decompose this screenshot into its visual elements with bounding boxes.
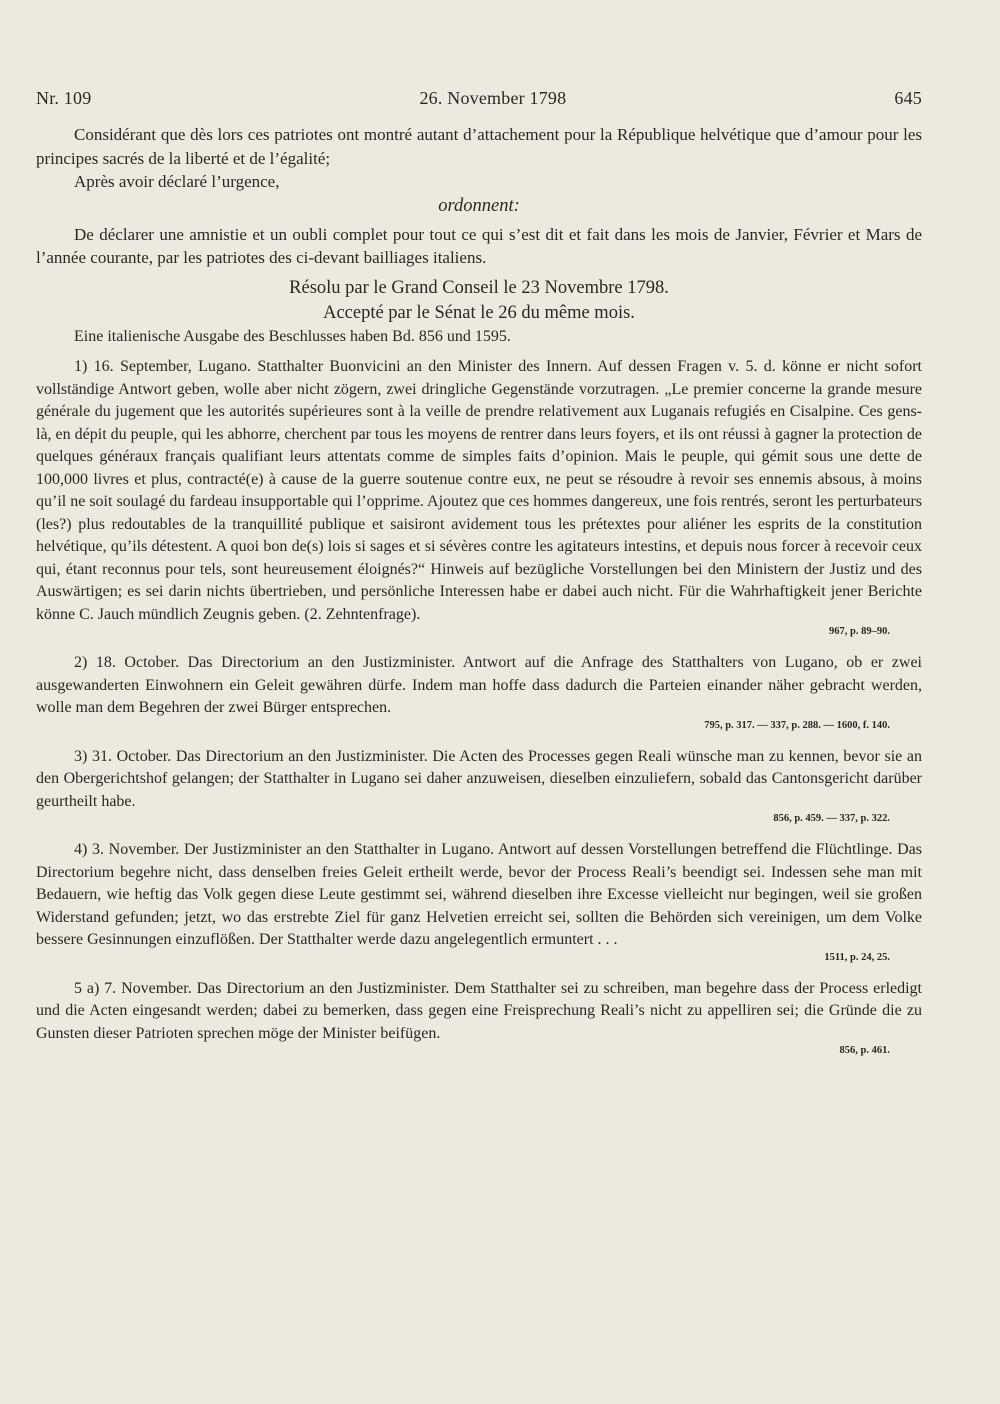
document-number: Nr. 109 — [36, 88, 92, 108]
footnote-5a — [36, 978, 922, 1060]
archive-reference: 795, p. 317. — 337, p. 288. — 1600, f. 140. — [704, 719, 890, 731]
page-header — [36, 88, 922, 109]
archive-reference: 856, p. 461. — [839, 1045, 890, 1056]
page-number: 645 — [894, 88, 922, 108]
footnote-4 — [36, 839, 922, 966]
resolution-line: Résolu par le Grand Conseil le 23 Novembre 1798. — [289, 277, 669, 298]
footnote-text: 4) 3. November. Der Justizminister an den Statthalter in Lugano. Antwort auf dessen Vorstellungen betreffend die Flüchtlinge. Das Directorium begehre nicht, dass denselben freies Geleit ertheilt werde, bevor der Process Reali’s beendigt sei. Indessen sehe man mit Bedauern, wie heftig das Volk gegen diese Leute gestimmt sei, während dieselben ihre Excesse vielleicht nur begingen, weil sie großen Widerstand gefunden; jetzt, wo das erstrebte Ziel für ganz Helvetien erreicht sei, sollten die Behörden sich vereinigen, um dem Volke bessere Gesinnungen einzuflößen. Der Statthalter werde dazu angelegentlich ermuntert . . . — [36, 841, 922, 948]
urgence-paragraph: Après avoir déclaré l’urgence, — [74, 172, 280, 191]
footnote-text: 3) 31. October. Das Directorium an den Justizminister. Die Acten des Processes gegen Reali wünsche man zu kennen, bevor sie an den Obergerichtshof gelangen; der Statthalter in Lugano sei daher anzuweisen, dieselben einzuliefern, sobald das Cantonsgericht darüber geurtheilt habe. — [36, 747, 922, 810]
footnote-text: 5 a) 7. November. Das Directorium an den Justizminister. Dem Statthalter sei zu schreiben, man begehre dass der Process erledigt und die Acten eingesandt werden; dabei zu bemerken, dass gegen eine Freisprechung Reali’s nicht zu appelliren sei; die Gründe die zu Gunsten dieser Patrioten sprechen möge der Minister beifügen. — [36, 979, 922, 1042]
edition-note: Eine italienische Ausgabe des Beschlusses haben Bd. 856 und 1595. — [74, 327, 511, 345]
page-content — [36, 88, 922, 1071]
archive-reference: 856, p. 459. — 337, p. 322. — [773, 813, 890, 824]
considerant-paragraph: Considérant que dès lors ces patriotes ont montré autant d’attachement pour la République helvétique que d’amour pour les principes sacrés de la liberté et de l’égalité; — [36, 125, 922, 168]
archive-reference: 967, p. 89–90. — [829, 626, 890, 637]
footnote-3 — [36, 746, 922, 828]
ordonnent-heading: ordonnent: — [438, 195, 520, 216]
footnote-1 — [36, 356, 922, 640]
header-date: 26. November 1798 — [419, 88, 567, 108]
archive-reference: 1511, p. 24, 25. — [824, 951, 890, 963]
decree-paragraph: De déclarer une amnistie et un oubli complet pour tout ce qui s’est dit et fait dans les mois de Janvier, Février et Mars de l’année courante, par les patriotes des ci-devant bailliages italiens. — [36, 224, 922, 267]
footnote-text: 1) 16. September, Lugano. Statthalter Buonvicini an den Minister des Innern. Auf dessen Fragen v. 5. d. könne er nicht sofort vollständige Antwort geben, wolle aber nicht zögern, zwei dringliche Gegenstände vorzutragen. „Le premier concerne la grande mesure générale du jugement que les autorités supérieures sont à la veille de prendre relativement aux Luganais refugiés en Cisalpine. Ces gens-là, en dépit du peuple, qui les abhorre, cherchent par tous les moyens de rentrer dans leurs foyers, et ils ont réussi à gagner la protection de quelques généraux français qualifiant leurs attentats comme de simples faits d’opinion. Mais le peuple, qui gémit sous une dette de 100,000 livres et plus, contracté(e) à cause de la guerre soutenue contre eux, ne peut se résoudre à revoir ses ennemis absous, à moins qu’il ne soit soulagé du fardeau insupportable qui l’opprime. Ajoutez que ces hommes dangereux, une fois rentrés, seront les perturbateurs (les?) plus redoutables de la tranquillité publique et saisiront avidement tous les prétextes pour aliéner les esprits de la constitution helvétique, qu’ils détestent. A quoi bon de(s) lois si sages et si sévères contre les agitateurs intestins, et depuis nous forcer à recevoir ceux qui, étant reconnus pour tels, sont heureusement éloignés?“ Hinweis auf bezügliche Vorstellungen bei den Ministern der Justiz und des Auswärtigen; es sei darin nichts übertrieben, und persönliche Interessen habe er dabei auch nicht. Für die Wahrhaftigkeit jener Berichte könne C. Jauch mündlich Zeugnis geben. (2. Zehntenfrage). — [36, 358, 922, 623]
footnote-2 — [36, 652, 922, 734]
acceptance-line: Accepté par le Sénat le 26 du même mois. — [323, 302, 635, 323]
footnote-text: 2) 18. October. Das Directorium an den Justizminister. Antwort auf die Anfrage des Statthalters von Lugano, ob er zwei ausgewanderten Einwohnern ein Geleit gewähren dürfe. Indem man hoffe dass dadurch die Parteien einander näher gebracht werden, wolle man dem Begehren der zwei Bürger entsprechen. — [36, 654, 922, 716]
